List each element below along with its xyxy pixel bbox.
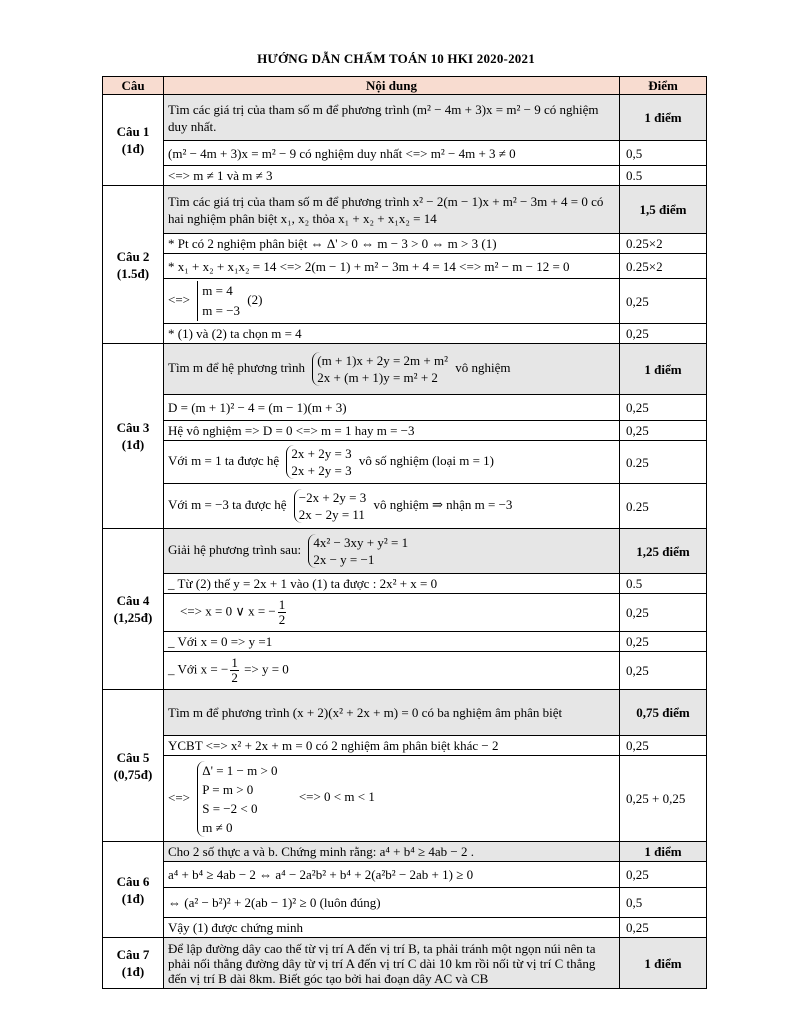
step-score: 0,25 [620, 395, 707, 421]
table-row [103, 862, 707, 888]
answer-step: _ Từ (2) thế y = 2x + 1 vào (1) ta được : 2x² + x = 0 [164, 574, 620, 594]
answer-step: Hệ vô nghiệm => D = 0 <=> m = 1 hay m = −3 [164, 421, 620, 441]
header-noi-dung: Nội dung [164, 77, 620, 95]
answer-step: ⇔ (a² − b²)² + 2(ab − 1)² ≥ 0 (luôn đúng) [164, 888, 620, 918]
question-points: 1 điểm [620, 344, 707, 395]
question-points: 1,25 điểm [620, 529, 707, 574]
answer-step: <=> x = 0 ∨ x = − $\frac{1}{2}$ [164, 594, 620, 632]
table-row [103, 166, 707, 186]
table-row [103, 632, 707, 652]
question-label-2: Câu 2 (1.5đ) [103, 186, 164, 344]
system-brace: (m + 1)x + 2y = 2m + m² 2x + (m + 1)y = m² + 2 [312, 352, 448, 386]
question-label-5: Câu 5 (0,75đ) [103, 690, 164, 842]
table-row [103, 441, 707, 484]
question-label-6: Câu 6 (1đ) [103, 842, 164, 938]
page-title: HƯỚNG DẪN CHẤM TOÁN 10 HKI 2020-2021 [257, 51, 535, 66]
answer-step: _ Với x = 0 => y =1 [164, 632, 620, 652]
table-row [103, 254, 707, 279]
question-text: Giải hệ phương trình sau: 4x² − 3xy + y² = 1 2x − y = −1 [164, 529, 620, 574]
table-row [103, 842, 707, 862]
system-brace: 2x + 2y = 3 2x + 2y = 3 [286, 445, 351, 479]
table-row [103, 484, 707, 529]
question-label-4: Câu 4 (1,25đ) [103, 529, 164, 690]
system-brace: 4x² − 3xy + y² = 1 2x − y = −1 [308, 534, 408, 568]
step-score: 0.25×2 [620, 234, 707, 254]
step-score: 0,25 [620, 918, 707, 938]
question-points: 1 điểm [620, 95, 707, 141]
answer-step: <=> m = 4 m = −3 (2) [164, 279, 620, 324]
answer-step: * Pt có 2 nghiệm phân biệt ⇔ Δ' > 0 ⇔ m − 3 > 0 ⇔ m > 3 (1) [164, 234, 620, 254]
question-points: 1 điểm [620, 938, 707, 989]
step-score: 0,25 [620, 862, 707, 888]
question-points: 1 điểm [620, 842, 707, 862]
answer-step: Với m = 1 ta được hệ 2x + 2y = 3 2x + 2y = 3 vô số nghiệm (loại m = 1) [164, 441, 620, 484]
question-text: Tìm m để hệ phương trình (m + 1)x + 2y = 2m + m² 2x + (m + 1)y = m² + 2 vô nghiệm [164, 344, 620, 395]
question-text: Để lập đường dây cao thế từ vị trí A đến vị trí B, ta phải tránh một ngọn núi nên ta phải nối thẳng đường dây từ vị trí A đến vị trí C dài 10 km rồi nối từ vị trí C thẳng đến vị trí B dài 8km. Biết góc tạo bởi hai đoạn dây AC và CB [164, 938, 620, 989]
answer-step: D = (m + 1)² − 4 = (m − 1)(m + 3) [164, 395, 620, 421]
answer-step: (m² − 4m + 3)x = m² − 9 có nghiệm duy nhất <=> m² − 4m + 3 ≠ 0 [164, 141, 620, 166]
question-text: Tìm các giá trị của tham số m để phương trình x² − 2(m − 1)x + m² − 3m + 4 = 0 có hai nghiệm phân biệt x₁, x₂ thỏa x₁ + x₂ + x₁x₂ = 14 [164, 186, 620, 234]
step-score: 0.25×2 [620, 254, 707, 279]
grading-table [102, 76, 707, 989]
answer-step: Vậy (1) được chứng minh [164, 918, 620, 938]
table-row [103, 95, 707, 141]
table-row [103, 344, 707, 395]
table-row [103, 324, 707, 344]
answer-step: * x₁ + x₂ + x₁x₂ = 14 <=> 2(m − 1) + m² − 3m + 4 = 14 <=> m² − m − 12 = 0 [164, 254, 620, 279]
step-score: 0,25 [620, 279, 707, 324]
question-text: Tìm các giá trị của tham số m để phương trình (m² − 4m + 3)x = m² − 9 có nghiệm duy nhất. [164, 95, 620, 141]
table-row [103, 574, 707, 594]
question-points: 0,75 điểm [620, 690, 707, 736]
answer-step: <=> m ≠ 1 và m ≠ 3 [164, 166, 620, 186]
table-row [103, 938, 707, 989]
step-score: 0,25 [620, 421, 707, 441]
table-row [103, 234, 707, 254]
answer-step: a⁴ + b⁴ ≥ 4ab − 2 ⇔ a⁴ − 2a²b² + b⁴ + 2(a²b² − 2ab + 1) ≥ 0 [164, 862, 620, 888]
fraction: $\frac{1}{2}$ [231, 655, 238, 685]
table-row [103, 690, 707, 736]
table-row [103, 395, 707, 421]
question-label-3: Câu 3 (1đ) [103, 344, 164, 529]
table-row [103, 186, 707, 234]
table-row [103, 279, 707, 324]
step-score: 0.5 [620, 166, 707, 186]
answer-step: * (1) và (2) ta chọn m = 4 [164, 324, 620, 344]
question-label-1: Câu 1 (1đ) [103, 95, 164, 186]
step-score: 0.5 [620, 574, 707, 594]
fraction: $\frac{1}{2}$ [278, 597, 286, 627]
question-text: Cho 2 số thực a và b. Chứng minh rằng: a⁴ + b⁴ ≥ 4ab − 2 . [164, 842, 620, 862]
condition-brace: Δ' = 1 − m > 0 P = m > 0 S = −2 < 0 m ≠ 0 [197, 761, 277, 837]
header-diem: Điểm [620, 77, 707, 95]
table-row [103, 888, 707, 918]
question-label-7: Câu 7 (1đ) [103, 938, 164, 989]
answer-step: Với m = −3 ta được hệ −2x + 2y = 3 2x − 2y = 11 vô nghiệm ⇒ nhận m = −3 [164, 484, 620, 529]
step-score: 0,25 [620, 632, 707, 652]
table-row [103, 421, 707, 441]
step-score: 0,5 [620, 141, 707, 166]
step-score: 0,25 [620, 736, 707, 756]
table-row [103, 756, 707, 842]
step-score: 0,25 [620, 652, 707, 690]
table-row [103, 594, 707, 632]
step-score: 0.25 [620, 441, 707, 484]
table-row [103, 652, 707, 690]
system-brace: −2x + 2y = 3 2x − 2y = 11 [294, 489, 367, 523]
table-row [103, 736, 707, 756]
answer-step: _ Với x = − $\frac{1}{2}$ => y = 0 [164, 652, 620, 690]
table-header-row [103, 77, 707, 95]
step-score: 0.25 [620, 484, 707, 529]
question-text: Tìm m để phương trình (x + 2)(x² + 2x + m) = 0 có ba nghiệm âm phân biệt [164, 690, 620, 736]
answer-step: YCBT <=> x² + 2x + m = 0 có 2 nghiệm âm phân biệt khác − 2 [164, 736, 620, 756]
question-points: 1,5 điểm [620, 186, 707, 234]
step-score: 0,25 [620, 324, 707, 344]
step-score: 0,5 [620, 888, 707, 918]
table-row [103, 529, 707, 574]
step-score: 0,25 + 0,25 [620, 756, 707, 842]
table-row [103, 918, 707, 938]
table-row [103, 141, 707, 166]
step-score: 0,25 [620, 594, 707, 632]
header-cau: Câu [103, 77, 164, 95]
answer-step: <=> Δ' = 1 − m > 0 P = m > 0 S = −2 < 0 m ≠ 0 <=> 0 < m < 1 [164, 756, 620, 842]
solution-bracket: m = 4 m = −3 [197, 281, 240, 321]
